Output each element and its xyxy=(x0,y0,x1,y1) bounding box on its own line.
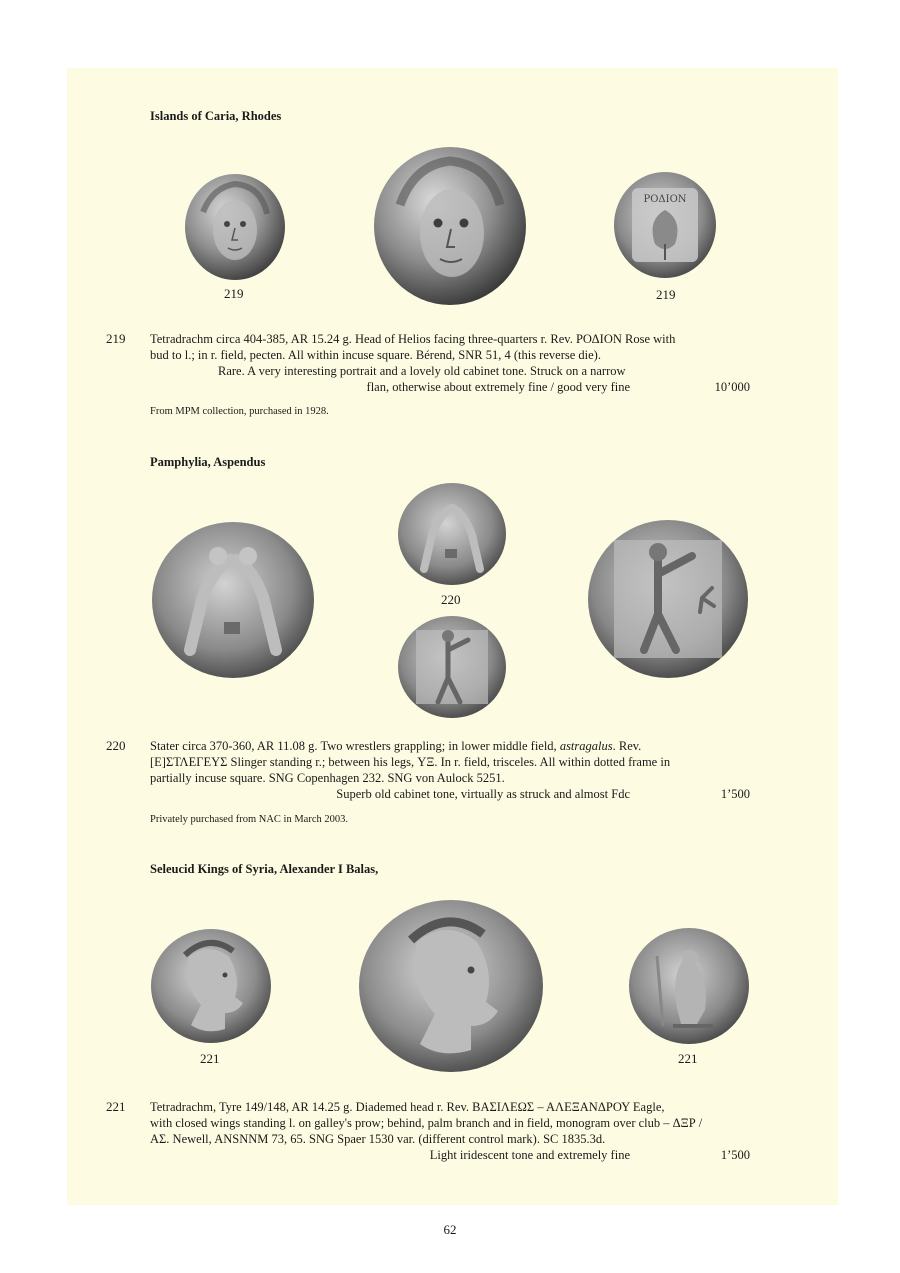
lot-220-obverse-large-image xyxy=(150,520,316,680)
lot-219-price: 10’000 xyxy=(714,380,750,394)
lot-220-desc-line-1: Stater circa 370-360, AR 11.08 g. Two wrestlers grappling; in lower middle field, astragalus. Rev. xyxy=(150,739,642,753)
lot-221-reverse-image xyxy=(627,926,751,1046)
lot-219-condition-line-1: Rare. A very interesting portrait and a lovely old cabinet tone. Struck on a narrow xyxy=(218,364,626,378)
lot-221-condition-line-1: Light iridescent tone and extremely fine xyxy=(429,1148,630,1162)
lot-219-heading: Islands of Caria, Rhodes xyxy=(150,109,282,123)
lot-219-condition-line-2: flan, otherwise about extremely fine / good very fine xyxy=(366,380,630,394)
lot-221-number: 221 xyxy=(106,1099,126,1114)
lot-219-reverse-legend: ΡΟΔΙΟΝ xyxy=(643,194,687,205)
lot-221-desc-line-2: with closed wings standing l. on galley's prow; behind, palm branch and in field, monogram over club – ΔΞΡ / xyxy=(150,1116,703,1130)
lot-221-coin-label-1: 221 xyxy=(200,1051,220,1066)
lot-220-reverse-large-image xyxy=(586,518,750,680)
lot-219-obverse-large-image xyxy=(372,145,528,307)
lot-220-provenance: Privately purchased from NAC in March 2003. xyxy=(150,814,348,825)
lot-221-obverse-large-image xyxy=(357,898,545,1074)
lot-219-coin-label-1: 219 xyxy=(224,286,244,301)
lot-219-desc-line-2: bud to l.; in r. field, pecten. All within incuse square. Bérend, SNR 51, 4 (this reverse die). xyxy=(150,348,601,362)
lot-221-desc-line-3: ΑΣ. Newell, ANSNNM 73, 65. SNG Spaer 1530 var. (different control mark). SC 1835.3d. xyxy=(150,1132,606,1146)
lot-221-price: 1’500 xyxy=(720,1148,750,1162)
lot-221-obverse-small-image xyxy=(149,927,273,1045)
lot-221-coin-label-2: 221 xyxy=(678,1051,698,1066)
lot-219-obverse-small-image xyxy=(183,172,287,282)
lot-219-number: 219 xyxy=(106,331,126,346)
lot-221-desc-line-1: Tetradrachm, Tyre 149/148, AR 14.25 g. Diademed head r. Rev. ΒΑΣΙΛΕΩΣ – ΑΛΕΞΑΝΔΡΟΥ Eagle, xyxy=(150,1100,665,1114)
lot-219-provenance: From MPM collection, purchased in 1928. xyxy=(150,406,329,417)
lot-220-reverse-small-image xyxy=(396,614,508,720)
lot-220-condition-line-1: Superb old cabinet tone, virtually as struck and almost Fdc xyxy=(336,787,630,801)
lot-219-description xyxy=(150,331,750,395)
lot-219-coin-label-2: 219 xyxy=(656,287,676,302)
lot-221-description xyxy=(150,1099,750,1163)
lot-219-desc-line-1: Tetradrachm circa 404-385, AR 15.24 g. Head of Helios facing three-quarters r. Rev. ΡΟΔΙΟΝ Rose with xyxy=(150,332,676,346)
lot-220-number: 220 xyxy=(106,738,126,753)
lot-220-obverse-small-image xyxy=(396,481,508,587)
lot-219-reverse-image xyxy=(612,170,718,280)
lot-220-desc-line-3: partially incuse square. SNG Copenhagen 232. SNG von Aulock 5251. xyxy=(150,771,505,785)
lot-220-coin-label: 220 xyxy=(441,592,461,607)
lot-221-heading: Seleucid Kings of Syria, Alexander I Balas, xyxy=(150,862,379,876)
lot-220-heading: Pamphylia, Aspendus xyxy=(150,455,266,469)
lot-220-desc-line-2: [Ε]ΣΤΛΕΓΕΥΣ Slinger standing r.; between his legs, ΥΞ. In r. field, trisceles. All within dotted frame in xyxy=(150,755,671,769)
lot-220-price: 1’500 xyxy=(720,787,750,801)
lot-220-description xyxy=(150,738,750,802)
page-number: 62 xyxy=(443,1222,457,1237)
